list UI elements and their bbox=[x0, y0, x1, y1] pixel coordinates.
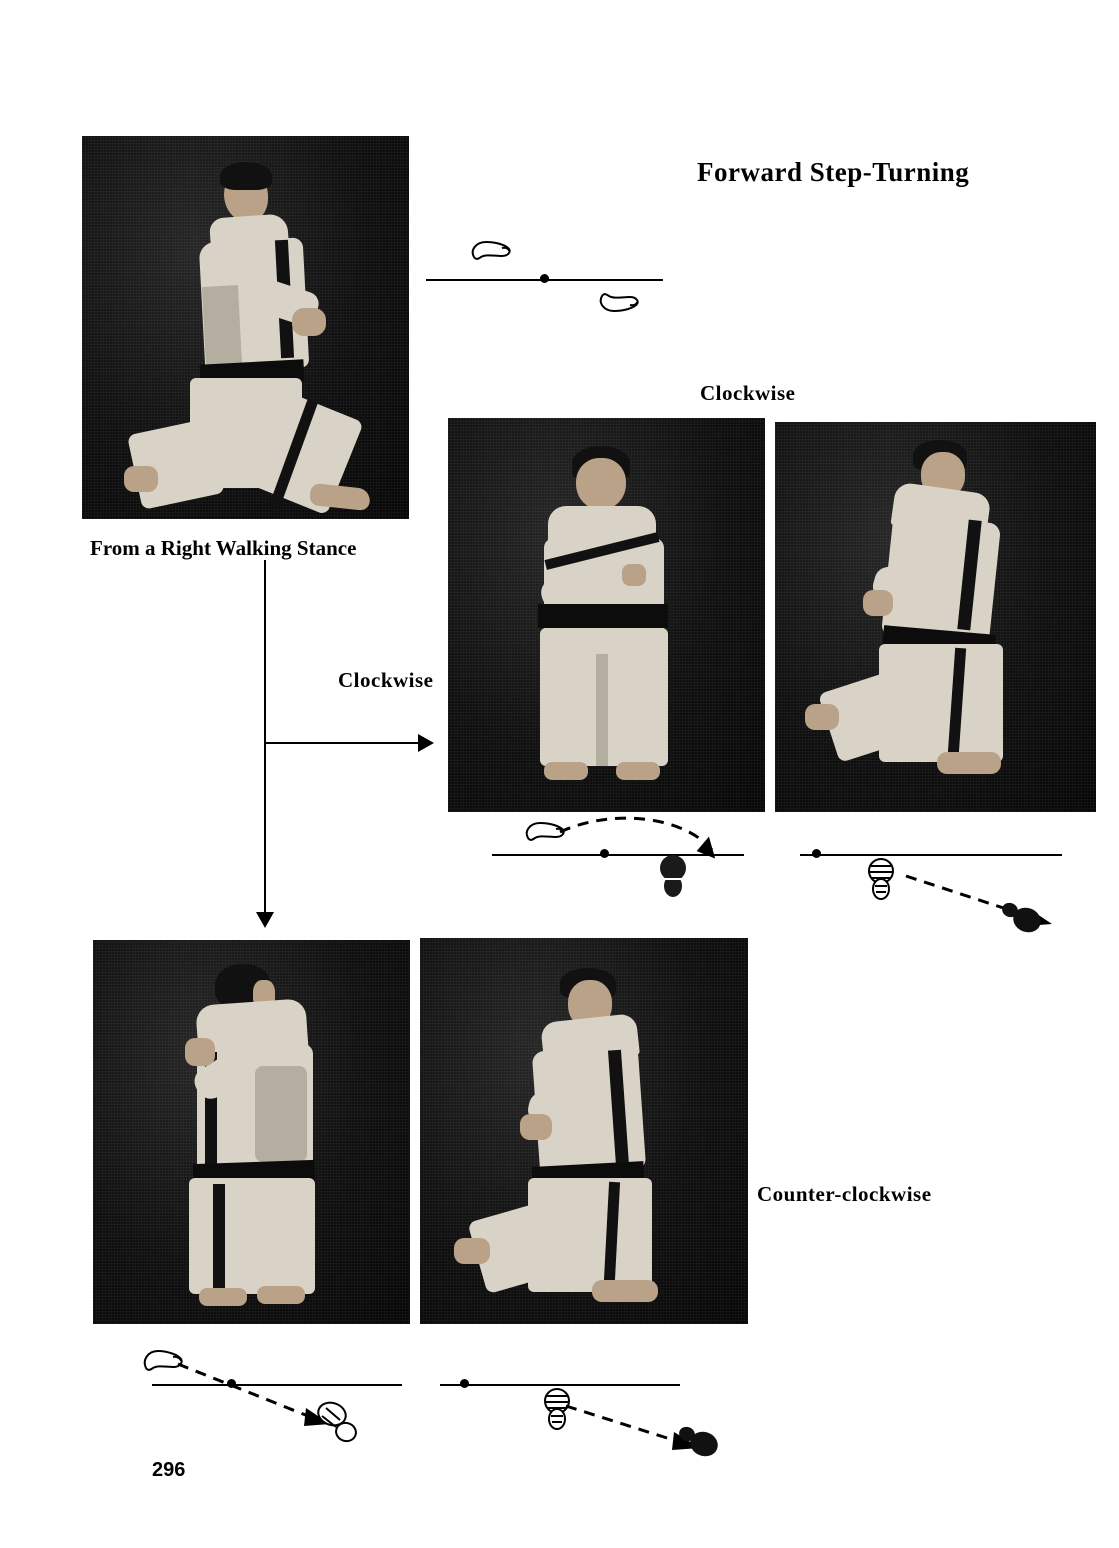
flow-arrow-down-head bbox=[256, 912, 274, 928]
figure-counter-clockwise-back bbox=[93, 940, 410, 1324]
label-clockwise-arrow: Clockwise bbox=[338, 668, 434, 692]
flow-arrow-vertical-line bbox=[264, 560, 266, 918]
figure-counter-clockwise-side bbox=[420, 938, 748, 1324]
diagram-start-pivot-dot bbox=[540, 274, 549, 283]
clockwise-step-dashed-path bbox=[552, 810, 742, 870]
photo-counter-clockwise-back bbox=[93, 940, 410, 1324]
photo-clockwise-front bbox=[448, 418, 765, 812]
diagram-ccw-result-pivot-dot bbox=[460, 1379, 469, 1388]
photo-start-stance bbox=[82, 136, 409, 519]
figure-clockwise-side bbox=[775, 422, 1096, 812]
diagram-ccw-result-baseline bbox=[440, 1384, 680, 1386]
left-foot-hatched-icon bbox=[864, 858, 898, 900]
diagram-clockwise-result-baseline bbox=[800, 854, 1062, 856]
right-foot-solid-icon bbox=[676, 1422, 724, 1464]
page-number: 296 bbox=[152, 1459, 186, 1481]
label-clockwise-top: Clockwise bbox=[700, 381, 796, 405]
right-foot-solid-icon bbox=[1000, 898, 1046, 940]
flow-arrow-right-line bbox=[264, 742, 420, 744]
flow-arrow-right-head bbox=[418, 734, 434, 752]
label-counter-clockwise: Counter-clockwise bbox=[757, 1182, 932, 1206]
page-title: Forward Step-Turning bbox=[697, 157, 970, 187]
right-foot-outline-icon bbox=[312, 1400, 362, 1446]
figure-walking-stance bbox=[82, 136, 409, 519]
figure-clockwise-front bbox=[448, 418, 765, 812]
left-foot-outline-icon bbox=[468, 238, 512, 268]
right-foot-outline-icon bbox=[596, 285, 640, 315]
right-foot-solid-icon bbox=[652, 855, 694, 899]
photo-clockwise-side bbox=[775, 422, 1096, 812]
caption-start-stance: From a Right Walking Stance bbox=[90, 536, 357, 560]
diagram-clockwise-result-pivot-dot bbox=[812, 849, 821, 858]
photo-counter-clockwise-side bbox=[420, 938, 748, 1324]
